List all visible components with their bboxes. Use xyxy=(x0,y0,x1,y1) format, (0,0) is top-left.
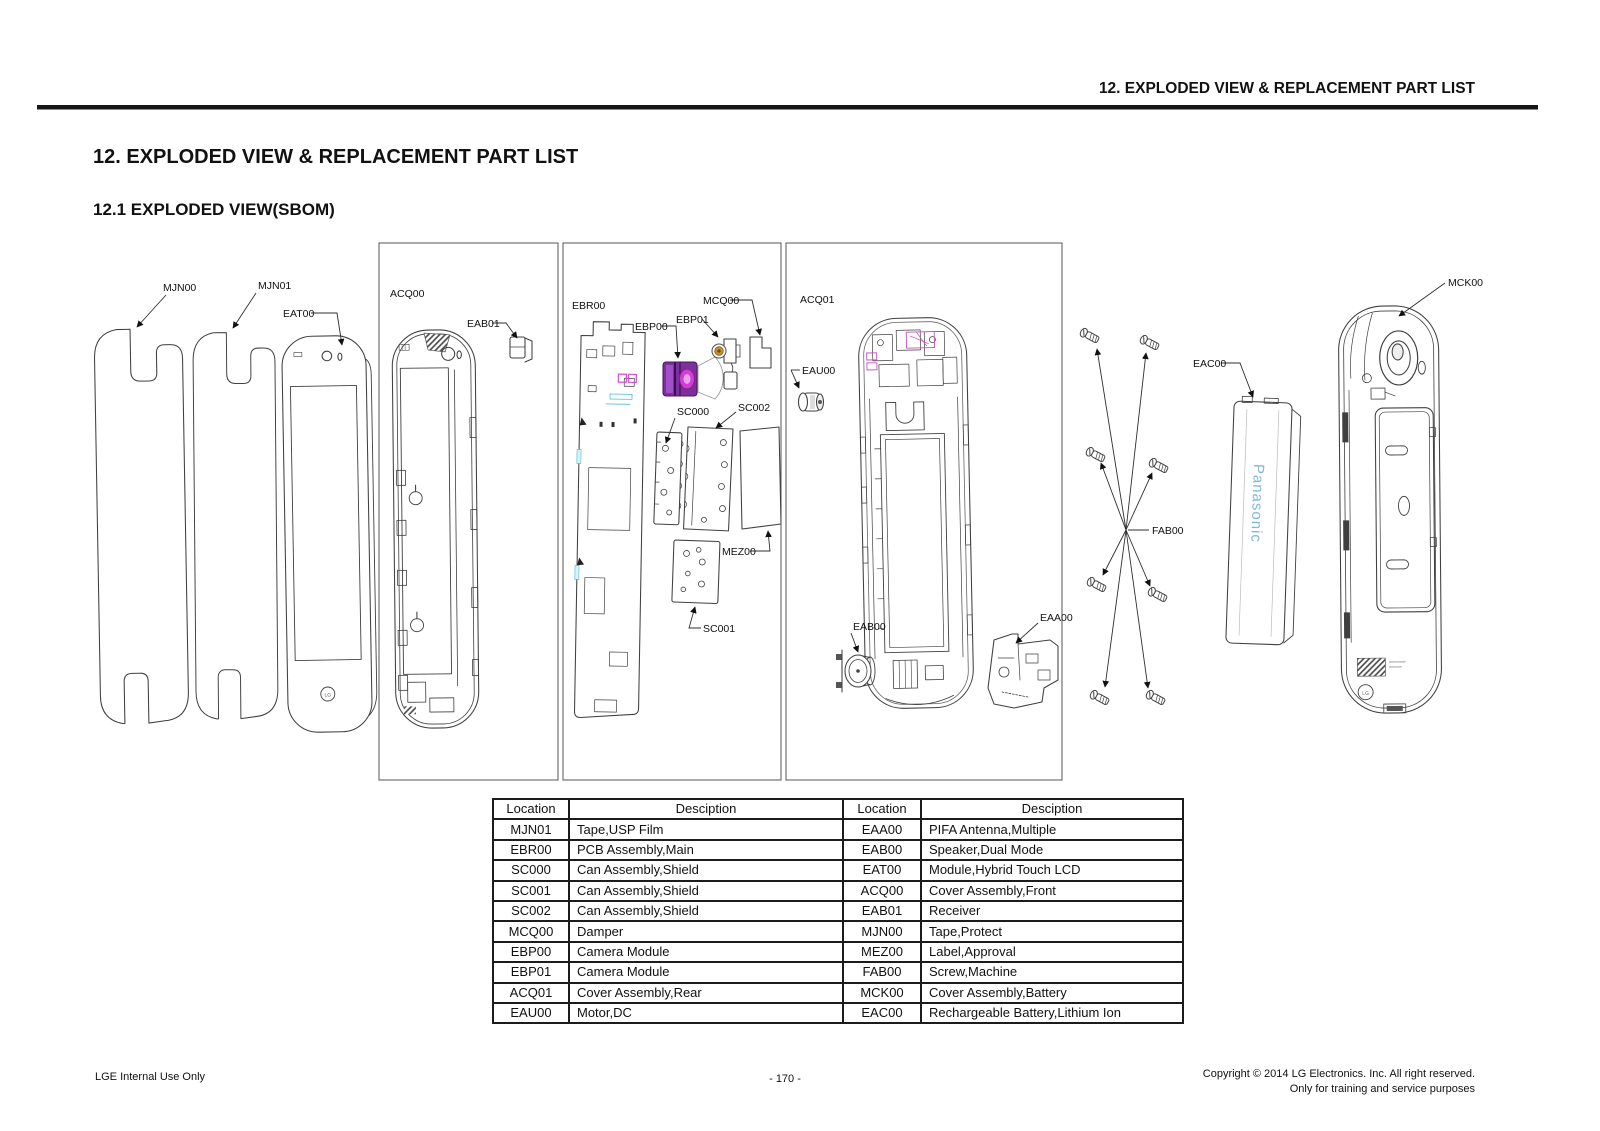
location-cell: EAU00 xyxy=(493,1003,569,1023)
description-cell: Screw,Machine xyxy=(921,962,1183,982)
location-cell: ACQ00 xyxy=(843,881,921,901)
description-cell: Receiver xyxy=(921,901,1183,921)
col-header-location-1: Location xyxy=(493,799,569,819)
table-row xyxy=(493,819,1183,839)
description-cell: Camera Module xyxy=(569,942,843,962)
col-header-description-1: Desciption xyxy=(569,799,843,819)
location-cell: MJN00 xyxy=(843,921,921,941)
part-label-sc000: SC000 xyxy=(677,406,710,418)
part-label-acq01: ACQ01 xyxy=(800,294,835,306)
shield-can-sc001-shape xyxy=(672,540,720,604)
table-row xyxy=(493,942,1183,962)
location-cell: MJN01 xyxy=(493,819,569,839)
table-row xyxy=(493,1003,1183,1023)
part-label-eac00: EAC00 xyxy=(1193,358,1227,370)
page-title: 12. EXPLODED VIEW & REPLACEMENT PART LIST xyxy=(93,146,579,168)
table-header-row xyxy=(493,799,1183,819)
description-cell: Can Assembly,Shield xyxy=(569,881,843,901)
receiver-eab01-shape xyxy=(510,337,532,362)
description-cell: Can Assembly,Shield xyxy=(569,860,843,880)
description-cell: Motor,DC xyxy=(569,1003,843,1023)
footer-copyright xyxy=(1203,1067,1475,1096)
location-cell: EBR00 xyxy=(493,840,569,860)
shield-can-sc000-shape xyxy=(654,432,684,525)
lcd-module-eat00-shape xyxy=(282,335,378,732)
lg-logo-lcd: LG xyxy=(324,692,332,699)
part-label-ebp01: EBP01 xyxy=(676,314,709,326)
description-cell: Label,Approval xyxy=(921,942,1183,962)
location-cell: EAB00 xyxy=(843,840,921,860)
part-label-eab01: EAB01 xyxy=(467,318,500,330)
approval-label-mez00-shape xyxy=(740,427,781,529)
part-labels xyxy=(163,277,1483,635)
description-cell: Module,Hybrid Touch LCD xyxy=(921,860,1183,880)
description-cell: Tape,USP Film xyxy=(569,819,843,839)
part-label-mez00: MEZ00 xyxy=(722,546,756,558)
location-cell: EBP01 xyxy=(493,962,569,982)
damper-mcq00-shape xyxy=(750,337,771,368)
part-label-eaa00: EAA00 xyxy=(1040,612,1073,624)
col-header-description-2: Desciption xyxy=(921,799,1183,819)
part-label-ebp00: EBP00 xyxy=(635,321,668,333)
description-cell: Camera Module xyxy=(569,962,843,982)
table-row xyxy=(493,921,1183,941)
part-label-eab00: EAB00 xyxy=(853,621,886,633)
part-label-mjn00: MJN00 xyxy=(163,282,197,294)
description-cell: Cover Assembly,Rear xyxy=(569,983,843,1003)
location-cell: EAA00 xyxy=(843,819,921,839)
location-cell: MEZ00 xyxy=(843,942,921,962)
location-cell: SC001 xyxy=(493,881,569,901)
part-label-sc001: SC001 xyxy=(703,623,736,635)
running-header: 12. EXPLODED VIEW & REPLACEMENT PART LIST xyxy=(1098,80,1475,97)
part-label-mjn01: MJN01 xyxy=(258,280,292,292)
location-cell: SC000 xyxy=(493,860,569,880)
lg-logo-cover: LG xyxy=(1362,690,1369,697)
location-cell: ACQ01 xyxy=(493,983,569,1003)
part-label-mck00: MCK00 xyxy=(1448,277,1484,289)
description-cell: Can Assembly,Shield xyxy=(569,901,843,921)
antenna-eaa00-shape xyxy=(988,634,1058,708)
table-row xyxy=(493,983,1183,1003)
front-cover-acq00-shape xyxy=(392,330,479,729)
battery-eac00-shape xyxy=(1226,396,1302,645)
part-label-sc002: SC002 xyxy=(738,402,771,414)
rear-cover-acq01-shape xyxy=(858,317,974,709)
description-cell: PIFA Antenna,Multiple xyxy=(921,819,1183,839)
speaker-eab00-shape xyxy=(836,650,875,692)
tape-protect-mjn00-shape xyxy=(94,328,189,723)
location-cell: EAT00 xyxy=(843,860,921,880)
table-row xyxy=(493,901,1183,921)
part-label-eat00: EAT00 xyxy=(283,308,315,320)
location-cell: SC002 xyxy=(493,901,569,921)
battery-cover-mck00-shape xyxy=(1338,306,1442,714)
footer-copyright-line1: Copyright © 2014 LG Electronics. Inc. All right reserved. xyxy=(1202,1068,1475,1080)
location-cell: EAC00 xyxy=(843,1003,921,1023)
table-row xyxy=(493,840,1183,860)
camera-module-ebp00-shape xyxy=(663,357,723,399)
leader-lines xyxy=(137,283,1445,688)
part-label-fab00: FAB00 xyxy=(1152,525,1184,537)
part-label-ebr00: EBR00 xyxy=(572,300,606,312)
location-cell: MCQ00 xyxy=(493,921,569,941)
description-cell: Tape,Protect xyxy=(921,921,1183,941)
table-row xyxy=(493,881,1183,901)
description-cell: Speaker,Dual Mode xyxy=(921,840,1183,860)
part-label-acq00: ACQ00 xyxy=(390,288,425,300)
location-cell: EAB01 xyxy=(843,901,921,921)
motor-eau00-shape xyxy=(799,393,824,411)
part-label-eau00: EAU00 xyxy=(802,365,836,377)
table-row xyxy=(493,860,1183,880)
description-cell: Cover Assembly,Front xyxy=(921,881,1183,901)
tape-usp-film-mjn01-shape xyxy=(193,332,278,719)
location-cell: EBP00 xyxy=(493,942,569,962)
battery-brand-text: Panasonic xyxy=(1247,463,1268,544)
description-cell: Damper xyxy=(569,921,843,941)
col-header-location-2: Location xyxy=(843,799,921,819)
table-row xyxy=(493,962,1183,982)
shield-can-sc002-shape xyxy=(684,427,733,531)
section-subtitle: 12.1 EXPLODED VIEW(SBOM) xyxy=(93,200,335,219)
footer-copyright-line2: Only for training and service purposes xyxy=(1289,1082,1475,1095)
main-pcb-ebr00-shape xyxy=(572,321,645,718)
replacement-part-table xyxy=(492,798,1184,1024)
location-cell: MCK00 xyxy=(843,983,921,1003)
footer-page-number: - 170 - xyxy=(769,1073,801,1085)
description-cell: Cover Assembly,Battery xyxy=(921,983,1183,1003)
description-cell: Rechargeable Battery,Lithium Ion xyxy=(921,1003,1183,1023)
footer-internal-use: LGE Internal Use Only xyxy=(95,1071,206,1083)
part-label-mcq00: MCQ00 xyxy=(703,295,740,307)
location-cell: FAB00 xyxy=(843,962,921,982)
description-cell: PCB Assembly,Main xyxy=(569,840,843,860)
